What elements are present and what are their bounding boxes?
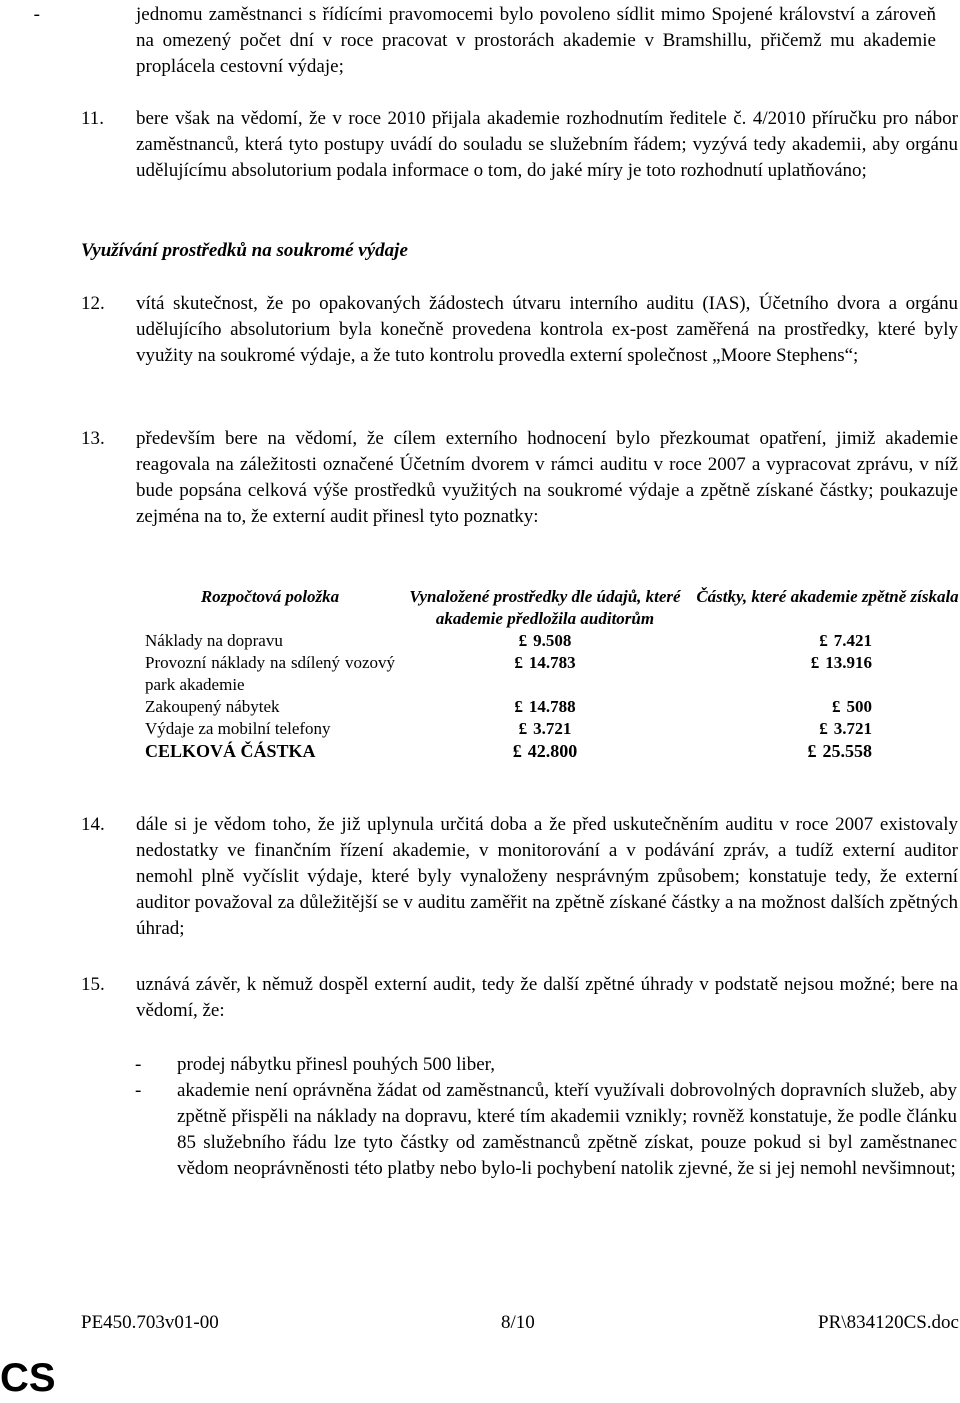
total-recovered: [695, 740, 960, 762]
row-spent: [395, 718, 695, 740]
footer-page-number: 8/10: [501, 1312, 535, 1333]
currency-symbol: £: [518, 719, 528, 738]
paragraph-text: uznává závěr, k němuž dospěl externí audit, tedy že další zpětné úhrady v podstatě nejsou možné; bere na vědomí, že:: [136, 974, 958, 1021]
paragraph-15: [81, 972, 958, 1024]
currency-symbol: £: [512, 741, 522, 761]
column-header-spent: Vynaložené prostředky dle údajů, které akademie předložila auditorům: [409, 587, 681, 628]
spent-value: 14.783: [528, 653, 576, 672]
row-spent: [395, 630, 695, 652]
spent-value: 14.788: [528, 697, 576, 716]
currency-symbol: £: [807, 741, 817, 761]
spent-value: 9.508: [533, 631, 572, 650]
row-item: Provozní náklady na sdílený vozový park akademie: [145, 653, 395, 694]
footer-reference: PE450.703v01-00: [81, 1312, 219, 1333]
intro-dash-item: [33, 2, 936, 80]
list-dash: -: [135, 1080, 142, 1101]
paragraph-number: 13.: [81, 428, 105, 449]
row-item: Zakoupený nábytek: [145, 697, 280, 716]
list-dash: -: [135, 1054, 142, 1075]
intro-dash-text: jednomu zaměstnanci s řídícími pravomocemi bylo povoleno sídlit mimo Spojené království a zároveň na omezený počet dní v roce pracovat v prostorách akademie v Bramshillu, přičemž mu akademie proplácela cestovní výdaje;: [136, 4, 936, 77]
paragraph-number: 14.: [81, 814, 105, 835]
footer-doc-name: PR\834120CS.doc: [818, 1312, 959, 1333]
sub-list-text: akademie není oprávněna žádat od zaměstnanců, kteří využívali dobrovolných dopravních služeb, aby zpětně přispěli na náklady na dopravu, které tím akademii vznikly; rovněž konstatuje, že podle článku 85 služebního řádu lze tyto částky od zaměstnanců zpětně získat, pouze pokud si byl zaměstnanec vědom neoprávněnosti této platby nebo bylo-li pochybení natolik zjevné, že si jej nemohl nevšimnout;: [177, 1080, 957, 1179]
paragraph-text: bere však na vědomí, že v roce 2010 přijala akademie rozhodnutím ředitele č. 4/2010 příručku pro nábor zaměstnanců, která tyto postupy uvádí do souladu se služebním řádem; vyzývá tedy akademii, aby orgánu udělujícímu absolutorium podala informace o tom, do jaké míry je toto rozhodnutí uplatňováno;: [136, 108, 958, 181]
paragraph-14: [81, 812, 958, 942]
currency-symbol: £: [514, 653, 523, 672]
table-row: [145, 630, 960, 652]
row-recovered: [695, 630, 960, 652]
paragraph-text: vítá skutečnost, že po opakovaných žádostech útvaru interního auditu (IAS), Účetního dvora a orgánu udělujícího absolutorium byla konečně provedena kontrola ex-post zaměřená na prostředky, které byly využity na soukromé výdaje, a že tuto kontrolu provedla externí společnost „Moore Stephens“;: [136, 293, 958, 366]
currency-symbol: £: [832, 697, 841, 716]
recovered-value: 3.721: [833, 719, 872, 738]
row-spent: [395, 696, 695, 718]
paragraph-11: [81, 106, 958, 184]
total-label: CELKOVÁ ČÁSTKA: [145, 741, 316, 761]
row-spent: [395, 652, 695, 696]
budget-table: [145, 586, 960, 762]
recovered-value: 7.421: [833, 631, 872, 650]
section-heading: Využívání prostředků na soukromé výdaje: [81, 240, 408, 261]
table-row: [145, 696, 960, 718]
column-header-recovered: Částky, které akademie zpětně získala: [696, 587, 959, 606]
paragraph-number: 12.: [81, 293, 105, 314]
currency-symbol: £: [514, 697, 523, 716]
language-code: CS: [0, 1356, 56, 1400]
paragraph-text: dále si je vědom toho, že již uplynula určitá doba a že před uskutečněním auditu v roce 2007 existovaly nedostatky ve finančním řízení akademie, v monitorování a v podávání zpráv, a tudíž externí auditor nemohl plně vyčíslit výdaje, které byly vynaloženy nesprávným způsobem; konstatuje tedy, že externí auditor považoval za důležitější se v auditu zaměřit na zpětně získané částky a na možnost dalších zpětných úhrad;: [136, 814, 958, 939]
currency-symbol: £: [819, 631, 828, 650]
total-spent: [395, 740, 695, 762]
paragraph-number: 15.: [81, 974, 105, 995]
total-recovered-value: 25.558: [822, 741, 872, 761]
paragraph-13: [81, 426, 958, 530]
row-recovered: [695, 652, 960, 696]
currency-symbol: £: [819, 719, 828, 738]
table-row: [145, 718, 960, 740]
table-header-row: [145, 586, 960, 630]
paragraph-text: především bere na vědomí, že cílem externího hodnocení bylo přezkoumat opatření, jimiž akademie reagovala na záležitosti označené Účetním dvorem v rámci auditu v roce 2007 a vypracovat zprávu, v níž bude popsána celková výše prostředků využitých na soukromé výdaje a zpětně získané částky; poukazuje zejména na to, že externí audit přinesl tyto poznatky:: [136, 428, 958, 527]
table-total-row: [145, 740, 960, 762]
table-row: [145, 652, 960, 696]
recovered-value: 500: [846, 697, 872, 716]
sub-list-item: [135, 1052, 957, 1078]
row-item: Výdaje za mobilní telefony: [145, 719, 331, 738]
paragraph-number: 11.: [81, 108, 105, 129]
row-item: Náklady na dopravu: [145, 631, 283, 650]
paragraph-12: [81, 291, 958, 369]
spent-value: 3.721: [533, 719, 572, 738]
currency-symbol: £: [518, 631, 528, 650]
column-header-item: Rozpočtová položka: [200, 587, 340, 606]
sub-list-item: [135, 1078, 957, 1182]
currency-symbol: £: [810, 653, 820, 672]
recovered-value: 13.916: [825, 653, 872, 672]
total-spent-value: 42.800: [527, 741, 578, 761]
row-recovered: [695, 718, 960, 740]
list-dash: -: [33, 4, 40, 25]
sub-list-text: prodej nábytku přinesl pouhých 500 liber,: [177, 1054, 495, 1075]
row-recovered: [695, 696, 960, 718]
